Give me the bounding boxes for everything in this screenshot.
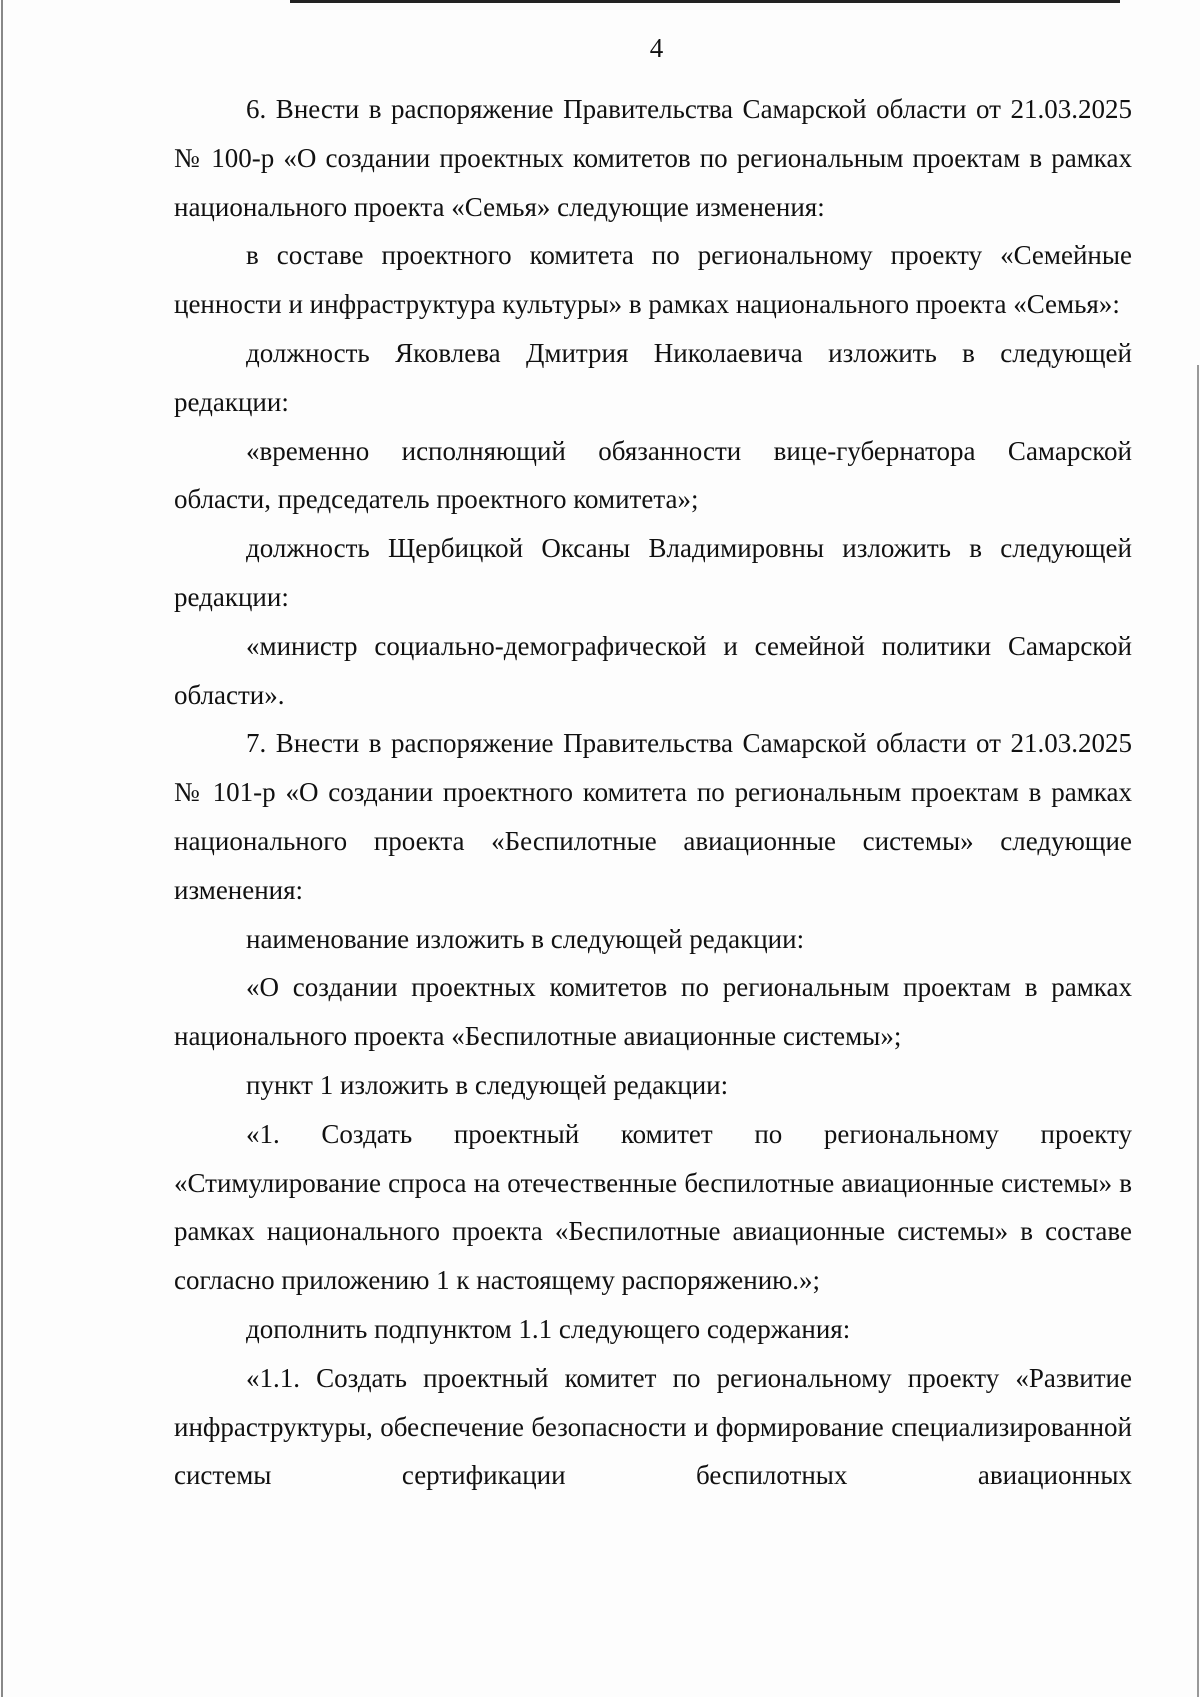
paragraph-position-yakovlev: должность Яковлева Дмитрия Николаевича изложить в следующей редакции: bbox=[174, 337, 1132, 417]
page-number: 4 bbox=[649, 33, 664, 63]
paragraph-item-7: 7. Внести в распоряжение Правительства Самарской области от 21.03.2025 № 101-р «О создании проектного комитета по региональным проектам в рамках национального проекта «Беспилотные авиационные системы» следующие изменения: bbox=[174, 728, 1132, 905]
paragraph-quote-yakovlev: «временно исполняющий обязанности вице-губернатора Самарской области, председатель проектного комитета»; bbox=[174, 435, 1132, 515]
top-border bbox=[290, 0, 1120, 3]
paragraph-quote-subpoint-1-1: «1.1. Создать проектный комитет по региональному проекту «Развитие инфраструктуры, обеспечение безопасности и формирование специализированной системы сертификации беспилотных авиационных bbox=[174, 1362, 1132, 1491]
paragraph-add-subpoint: дополнить подпунктом 1.1 следующего содержания: bbox=[246, 1313, 851, 1344]
paragraph-title-change: наименование изложить в следующей редакции: bbox=[246, 923, 805, 954]
paragraph-committee-composition: в составе проектного комитета по региональному проекту «Семейные ценности и инфраструктура культуры» в рамках национального проекта «Семья»: bbox=[174, 240, 1132, 320]
paragraph-quote-point-1: «1. Создать проектный комитет по региональному проекту «Стимулирование спроса на отечественные беспилотные авиационные системы» в рамках национального проекта «Беспилотные авиационные системы» в составе согласно приложению 1 к настоящему распоряжению.»; bbox=[174, 1118, 1132, 1296]
paragraph-position-shcherbitskaya: должность Щербицкой Оксаны Владимировны изложить в следующей редакции: bbox=[174, 533, 1132, 612]
paragraph-quote-shcherbitskaya: «министр социально-демографической и семейной политики Самарской области». bbox=[174, 630, 1132, 710]
left-scan-edge bbox=[1, 0, 3, 1697]
paragraph-point-1-change: пункт 1 изложить в следующей редакции: bbox=[246, 1069, 729, 1100]
paragraph-quote-title: «О создании проектных комитетов по региональным проектам в рамках национального проекта «Беспилотные авиационные системы»; bbox=[174, 972, 1132, 1052]
paragraph-item-6: 6. Внести в распоряжение Правительства Самарской области от 21.03.2025 № 100-р «О создании проектных комитетов по региональным проектам в рамках национального проекта «Семья» следующие изменения: bbox=[174, 94, 1132, 222]
right-scan-edge bbox=[1197, 365, 1199, 1697]
document-body bbox=[174, 85, 1132, 1500]
